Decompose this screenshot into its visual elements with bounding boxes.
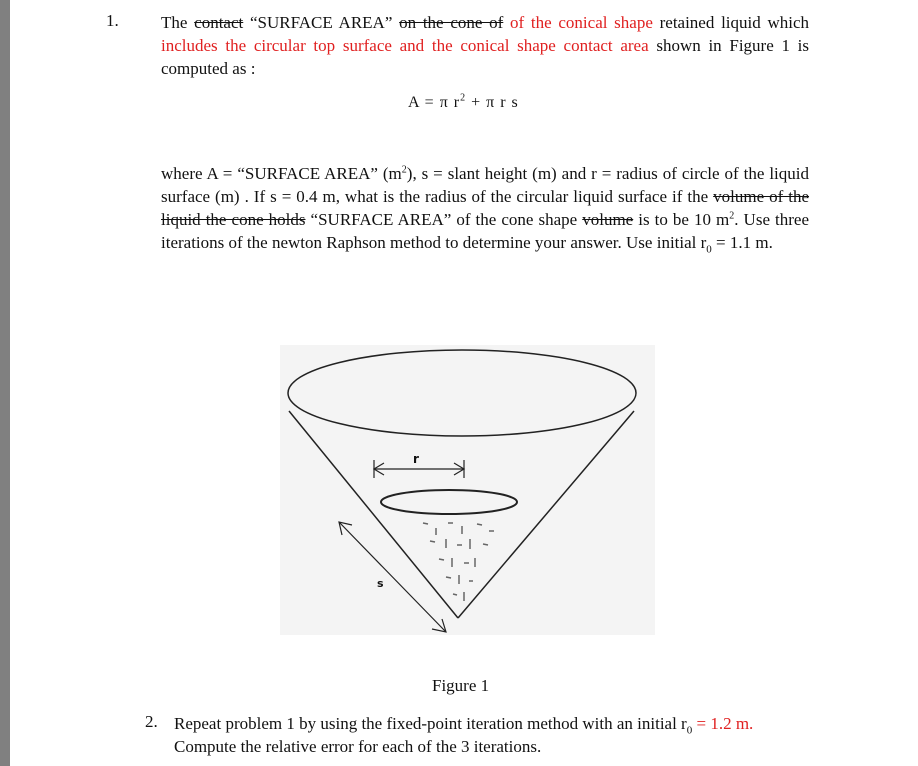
- text-run: where A = “SURFACE AREA” (m: [161, 164, 402, 183]
- subscript: 0: [686, 724, 693, 737]
- text-run: “SURFACE AREA”: [249, 13, 393, 32]
- struck-text: on the cone of: [399, 13, 504, 32]
- formula-exponent: 2: [460, 92, 467, 104]
- struck-text: volume of the liquid the cone holds: [161, 187, 810, 229]
- struck-text: volume: [582, 210, 634, 229]
- problem-1-statement: [161, 11, 809, 80]
- slant-label: s: [377, 577, 384, 590]
- problem-2-statement: [174, 712, 814, 758]
- text-run: shown in Figure 1 is computed as :: [161, 36, 809, 78]
- text-run: The: [161, 13, 188, 32]
- text-run: = 1.1 m.: [716, 233, 773, 252]
- problem-1-question: [161, 162, 809, 254]
- formula-part: + π r s: [471, 94, 519, 111]
- text-run: ), s = slant height (m) and r = radius of circle of the liquid surface (m) . If s = 0.4 m, what is the radius of the circular liquid surface if the: [161, 164, 809, 206]
- inserted-text: includes the circular top surface and the conical shape contact area: [161, 36, 649, 55]
- text-run: retained liquid which: [659, 13, 810, 32]
- exponent: 2: [729, 210, 735, 222]
- figure-caption: Figure 1: [432, 676, 490, 695]
- exponent: 2: [401, 164, 407, 176]
- surface-area-formula: [408, 94, 519, 112]
- inserted-text: of the conical shape: [510, 13, 653, 32]
- problem-1-number: 1.: [106, 11, 119, 30]
- subscript: 0: [706, 243, 712, 256]
- text-run: is to be 10 m: [638, 210, 730, 229]
- text-run: Compute the relative error for each of the 3 iterations.: [174, 737, 542, 756]
- text-run: Repeat problem 1 by using the fixed-point iteration method with an initial r: [174, 714, 687, 733]
- text-run: “SURFACE AREA” of the cone shape: [310, 210, 578, 229]
- cone-figure: [280, 345, 655, 635]
- struck-text: contact: [194, 13, 244, 32]
- inserted-text: = 1.2 m.: [696, 714, 754, 733]
- text-run: . Use three iterations of the newton Raphson method to determine your answer. Use initial r: [161, 210, 810, 252]
- formula-part: A = π r: [408, 94, 461, 111]
- problem-2-number: 2.: [145, 712, 158, 731]
- radius-label: r: [413, 452, 419, 466]
